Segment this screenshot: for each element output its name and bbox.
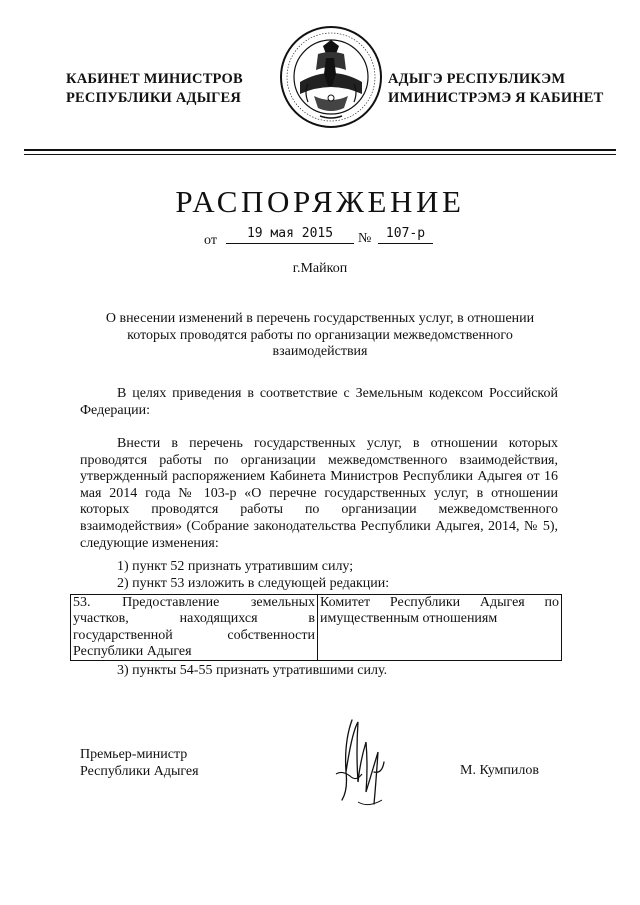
coat-of-arms-emblem-icon [278, 24, 384, 130]
document-number: 107-р [378, 226, 433, 244]
table-row [71, 595, 562, 661]
issuer-name-russian [66, 70, 266, 108]
document-type-title: РАСПОРЯЖЕНИЕ [175, 184, 465, 219]
date-prefix: от [204, 233, 217, 248]
list-item-3: 3) пункты 54-55 признать утратившими силу. [117, 663, 388, 678]
issuer-adyghe-line-2: ИМИНИСТРЭМЭ Я КАБИНЕТ [388, 90, 604, 106]
handwritten-signature-icon [322, 712, 402, 812]
amendment-table [70, 594, 562, 661]
preamble-paragraph: В целях приведения в соответствие с Земельным кодексом Российской Федерации: [80, 386, 558, 418]
issuer-line-1: КАБИНЕТ МИНИСТРОВ [66, 71, 243, 87]
main-paragraph: Внести в перечень государственных услуг, в отношении которых проводятся работы по организации межведомственного взаимодействия, утвержденный распоряжением Кабинета Министров Республики Адыгея от 16 мая 2014 года № 103-р «О перечне государственных услуг, в отношении которых проводятся работы по организации межведомственного взаимодействия» (Собрание законодательства Республики Адыгея, 2014, № 5), следующие изменения: [80, 436, 558, 551]
document-city: г.Майкоп [292, 261, 348, 276]
header-rule-thick [24, 149, 616, 151]
issuer-line-2: РЕСПУБЛИКИ АДЫГЕЯ [66, 90, 242, 106]
signatory-position [80, 746, 199, 780]
document-date: 19 мая 2015 [226, 226, 354, 244]
signatory-position-line-2: Республики Адыгея [80, 764, 199, 779]
signatory-name: М. Кумпилов [460, 763, 539, 778]
issuer-adyghe-line-1: АДЫГЭ РЕСПУБЛИКЭМ [388, 71, 566, 87]
document-subject: О внесении изменений в перечень государственных услуг, в отношении которых проводятся работы по организации межведомственного взаимодействия [105, 311, 535, 359]
issuer-name-adyghe [388, 70, 618, 108]
list-item-1: 1) пункт 52 признать утратившим силу; [117, 559, 354, 574]
list-item-2: 2) пункт 53 изложить в следующей редакции: [117, 576, 390, 591]
date-number-row [200, 226, 460, 252]
service-cell: 53. Предоставление земельных участков, находящихся в государственной собственности Республики Адыгея [71, 595, 318, 661]
signatory-position-line-1: Премьер-министр [80, 747, 188, 762]
header-rule-thin [24, 154, 616, 155]
agency-cell: Комитет Республики Адыгея по имущественным отношениям [318, 595, 562, 661]
number-sign: № [358, 231, 372, 246]
